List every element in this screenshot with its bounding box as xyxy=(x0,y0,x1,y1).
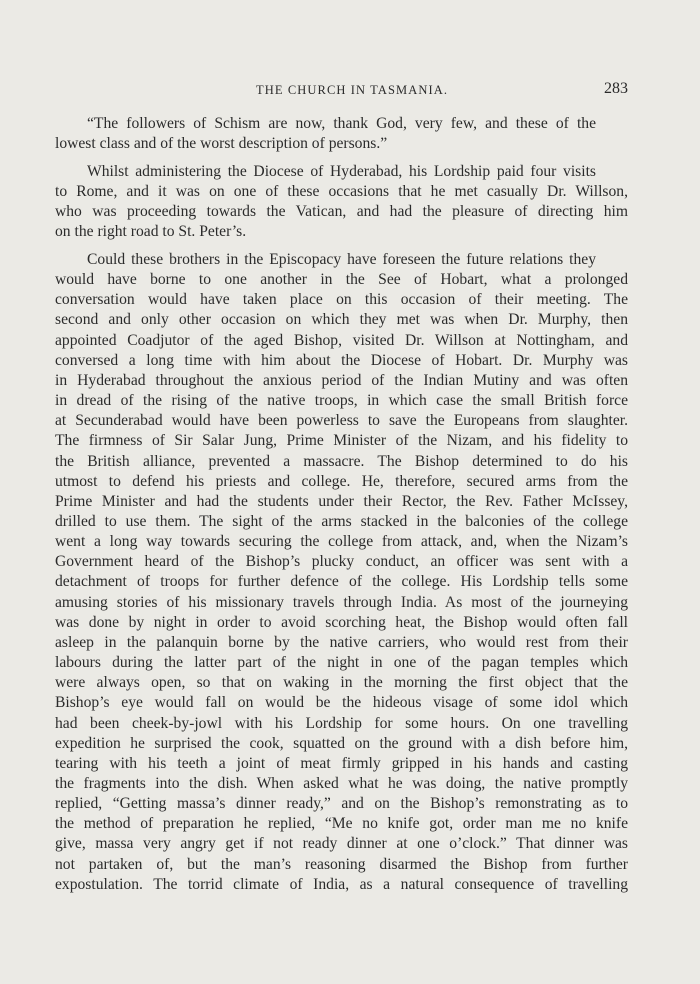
text-line: second and only other occasion on which they met was when Dr. Murphy, then xyxy=(55,311,628,329)
body-text xyxy=(55,114,628,902)
text-line: expostulation. The torrid climate of India, as a natural consequence of travelling xyxy=(55,875,628,893)
text-line: in dread of the rising of the native troops, in which case the small British force xyxy=(55,392,628,410)
text-line: give, massa very angry get if not ready dinner at one o’clock.” That dinner was xyxy=(55,835,628,853)
text-line: labours during the latter part of the night in one of the pagan temples which xyxy=(55,654,628,672)
paragraph-2 xyxy=(55,162,628,243)
text-line: in Hyderabad throughout the anxious period of the Indian Mutiny and was often xyxy=(55,371,628,389)
text-line: “The followers of Schism are now, thank God, very few, and these of the xyxy=(87,115,596,132)
text-line: tearing with his teeth a joint of meat firmly gripped in his hands and casting xyxy=(55,754,628,772)
text-line: Whilst administering the Diocese of Hyderabad, his Lordship paid four visits xyxy=(87,162,596,180)
text-line: conversation would have taken place on this occasion of their meeting. The xyxy=(55,291,628,309)
text-line: at Secunderabad would have been powerless to save the Europeans from slaughter. xyxy=(55,412,628,430)
page-header xyxy=(55,80,628,102)
text-line: appointed Coadjutor of the aged Bishop, visited Dr. Willson at Nottingham, and xyxy=(55,331,628,349)
text-line: not partaken of, but the man’s reasoning disarmed the Bishop from further xyxy=(55,855,628,873)
text-line: expedition he surprised the cook, squatted on the ground with a dish before him, xyxy=(55,734,628,752)
text-line: who was proceeding towards the Vatican, and had the pleasure of directing him xyxy=(55,203,628,221)
text-line: replied, “Getting massa’s dinner ready,” and on the Bishop’s remonstrating as to xyxy=(55,795,628,813)
text-line: amusing stories of his missionary travels through India. As most of the journeying xyxy=(55,593,628,611)
text-line: to Rome, and it was on one of these occasions that he met casually Dr. Willson, xyxy=(55,182,628,200)
text-line: on the right road to St. Peter’s. xyxy=(55,223,247,241)
text-line: the fragments into the dish. When asked what he was doing, the native promptly xyxy=(55,775,628,792)
paragraph-1 xyxy=(55,114,628,154)
page-number: 283 xyxy=(604,80,628,97)
text-line: Prime Minister and had the students under their Rector, the Rev. Father McIssey, xyxy=(55,492,628,510)
text-line: drilled to use them. The sight of the arms stacked in the balconies of the college xyxy=(55,512,628,530)
text-line: the British alliance, prevented a massacre. The Bishop determined to do his xyxy=(55,452,628,470)
text-line: utmost to defend his priests and college. He, therefore, secured arms from the xyxy=(55,472,628,490)
text-line: lowest class and of the worst description of persons.” xyxy=(55,135,388,153)
text-line: had been cheek-by-jowl with his Lordship for some hours. On one travelling xyxy=(55,714,628,732)
text-line: Government heard of the Bishop’s plucky conduct, an officer was sent with a xyxy=(55,553,628,571)
text-line: the method of preparation he replied, “Me no knife got, order man me no knife xyxy=(55,815,628,833)
text-line: went a long way towards securing the college from attack, and, when the Nizam’s xyxy=(55,533,628,551)
paragraph-3 xyxy=(55,250,628,895)
text-line: detachment of troops for further defence of the college. His Lordship tells some xyxy=(55,573,628,591)
text-line: Could these brothers in the Episcopacy have foreseen the future relations they xyxy=(87,250,596,268)
running-head: THE CHURCH IN TASMANIA. xyxy=(256,83,449,97)
text-line: was done by night in order to avoid scorching heat, the Bishop would often fall xyxy=(55,613,628,631)
text-line: were always open, so that on waking in the morning the first object that the xyxy=(55,674,628,692)
text-line: The firmness of Sir Salar Jung, Prime Minister of the Nizam, and his fidelity to xyxy=(55,432,628,450)
text-line: asleep in the palanquin borne by the native carriers, who would rest from their xyxy=(55,633,628,651)
text-line: would have borne to one another in the See of Hobart, what a prolonged xyxy=(55,271,628,289)
text-line: conversed a long time with him about the Diocese of Hobart. Dr. Murphy was xyxy=(55,351,628,369)
text-line: Bishop’s eye would fall on would be the hideous visage of some idol which xyxy=(55,694,628,712)
